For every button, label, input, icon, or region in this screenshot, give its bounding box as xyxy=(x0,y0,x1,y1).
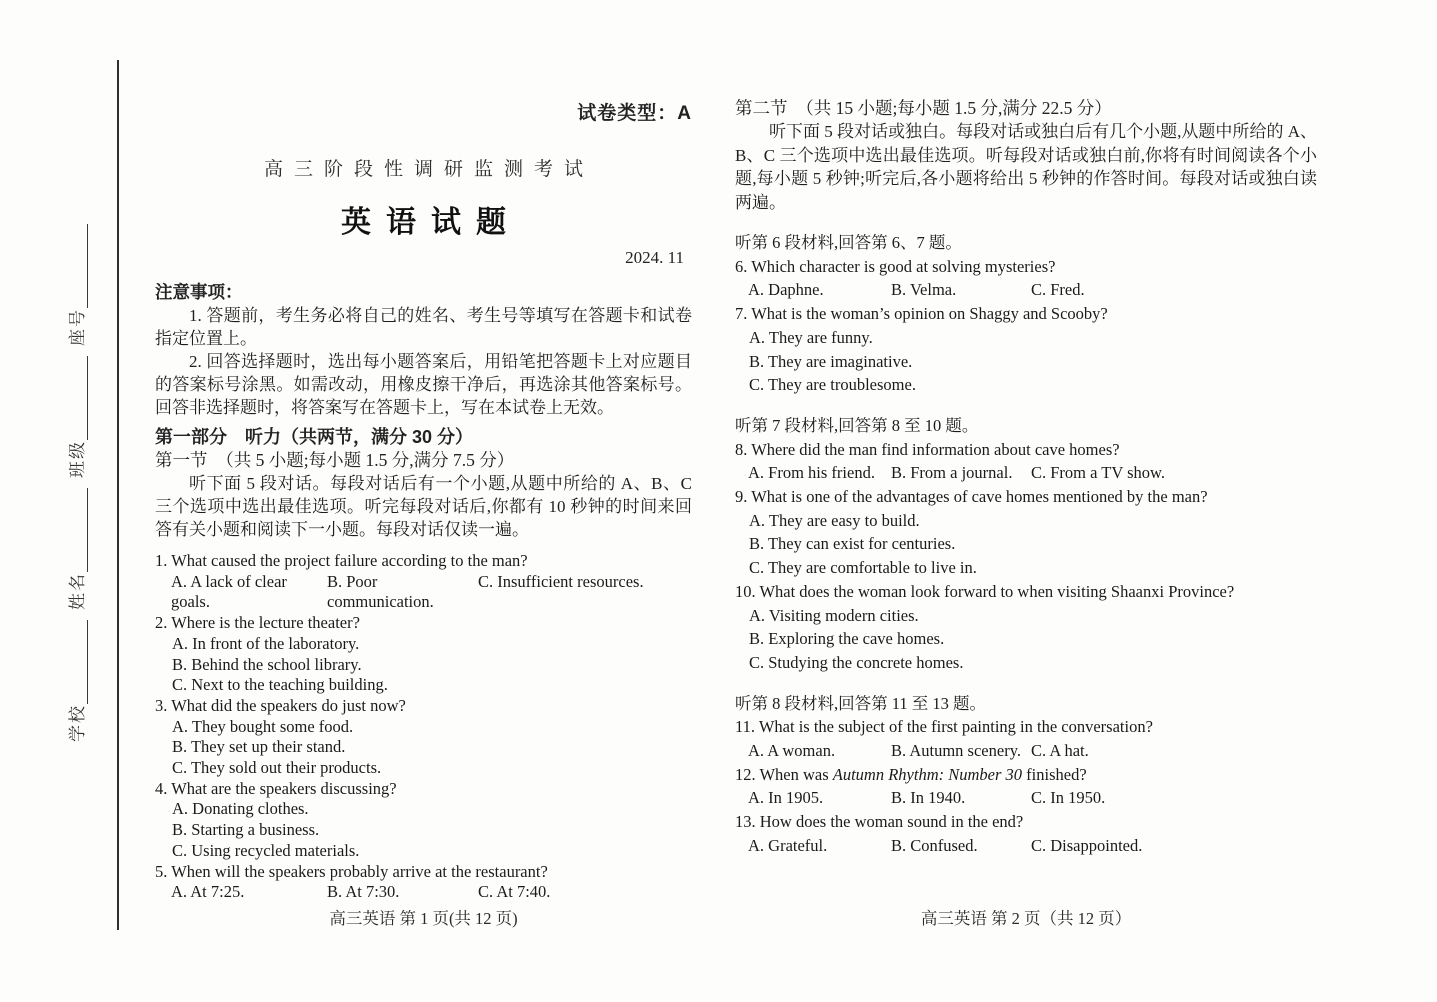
option-a: A. They bought some food. xyxy=(172,716,354,736)
page-2-footer: 高三英语 第 2 页（共 12 页） xyxy=(920,909,1132,928)
option-row xyxy=(748,786,1317,810)
school-label: 学校 xyxy=(68,704,87,742)
option-c: C. They are troublesome. xyxy=(749,375,916,395)
name-field xyxy=(62,488,88,610)
option-c: C. In 1950. xyxy=(1031,788,1106,808)
notice-item-1: 1. 答题前，考生务必将自己的姓名、考生号等填写在答题卡和试卷指定位置上。 xyxy=(155,306,692,348)
option-c: C. Insufficient resources. xyxy=(478,571,644,591)
page-margin-line xyxy=(117,60,119,930)
option-b: B. Behind the school library. xyxy=(172,654,362,674)
question-5 xyxy=(155,862,692,903)
stem-text: 12. When was xyxy=(735,764,833,784)
option-row xyxy=(748,739,1317,763)
option-a: A. In front of the laboratory. xyxy=(172,633,360,653)
question-stem: 4. What are the speakers discussing? xyxy=(155,778,397,798)
class-label: 班级 xyxy=(68,440,87,478)
question-9 xyxy=(735,485,1317,580)
option-a: A. From his friend. xyxy=(748,463,875,483)
question-stem: 3. What did the speakers do just now? xyxy=(155,695,406,715)
exam-title: 高三阶段性调研监测考试 xyxy=(263,159,594,180)
option-row xyxy=(748,461,1317,485)
option-b: B. They are imaginative. xyxy=(749,351,913,371)
question-stem: 6. Which character is good at solving mysteries? xyxy=(735,256,1056,276)
question-2 xyxy=(155,613,692,696)
question-stem: 11. What is the subject of the first painting in the conversation? xyxy=(735,717,1153,737)
seat-label: 座号 xyxy=(68,308,87,346)
option-a: A. Donating clothes. xyxy=(172,799,309,819)
name-label: 姓名 xyxy=(68,572,87,610)
question-11 xyxy=(735,715,1317,762)
question-stem: 10. What does the woman look forward to when visiting Shaanxi Province? xyxy=(735,581,1235,601)
option-a: A. A lack of clear goals. xyxy=(171,571,287,612)
option-a: A. Grateful. xyxy=(748,835,828,855)
question-8 xyxy=(735,438,1317,485)
section1-heading: 第一节 （共 5 小题;每小题 1.5 分,满分 7.5 分） xyxy=(155,450,515,470)
name-blank-line xyxy=(72,488,88,572)
option-row xyxy=(748,278,1317,302)
question-stem: 7. What is the woman’s opinion on Shaggy and Scooby? xyxy=(735,304,1108,324)
subject-title: 英语试题 xyxy=(341,206,521,239)
question-list-1 xyxy=(155,551,692,903)
option-b: B. Autumn scenery. xyxy=(891,741,1021,761)
option-b: B. Starting a business. xyxy=(172,820,320,840)
question-12 xyxy=(735,763,1317,810)
question-10 xyxy=(735,580,1317,675)
option-row xyxy=(748,834,1317,858)
material8-heading: 听第 8 段材料,回答第 11 至 13 题。 xyxy=(735,693,987,713)
question-3 xyxy=(155,696,692,779)
part1-heading: 第一部分 听力（共两节，满分 30 分） xyxy=(155,427,474,447)
question-1 xyxy=(155,551,692,613)
question-6 xyxy=(735,255,1317,302)
section1-instructions: 听下面 5 段对话。每段对话后有一个小题,从题中所给的 A、B、C 三个选项中选出最佳选项。听完每段对话后,你都有 10 秒钟的时间来回答有关小题和阅读下一小题。每段对话仅读一遍。 xyxy=(155,474,692,539)
option-row xyxy=(171,882,692,903)
page-1 xyxy=(155,0,692,1002)
option-b: B. In 1940. xyxy=(891,788,966,808)
question-stem: 2. Where is the lecture theater? xyxy=(155,613,360,633)
page-1-footer: 高三英语 第 1 页(共 12 页) xyxy=(329,909,518,928)
option-b: B. At 7:30. xyxy=(327,882,400,902)
painting-title: Autumn Rhythm: Number 30 xyxy=(832,764,1023,784)
question-13 xyxy=(735,810,1317,857)
question-stem: 5. When will the speakers probably arrive at the restaurant? xyxy=(155,861,548,881)
option-c: C. A hat. xyxy=(1031,741,1089,761)
option-a: A. Daphne. xyxy=(748,280,824,300)
question-list-2 xyxy=(735,231,1317,858)
class-field xyxy=(62,356,88,478)
school-blank-line xyxy=(72,620,88,704)
option-b: B. Confused. xyxy=(891,835,978,855)
option-c: C. Fred. xyxy=(1031,280,1085,300)
question-4 xyxy=(155,779,692,862)
class-blank-line xyxy=(72,356,88,440)
option-b: B. Velma. xyxy=(891,280,957,300)
option-c: C. Using recycled materials. xyxy=(172,840,360,860)
option-c: C. From a TV show. xyxy=(1031,463,1165,483)
option-b: B. From a journal. xyxy=(891,463,1013,483)
option-b: B. Poor communication. xyxy=(327,571,434,612)
material7-heading: 听第 7 段材料,回答第 8 至 10 题。 xyxy=(735,415,979,435)
section2-heading: 第二节 （共 15 小题;每小题 1.5 分,满分 22.5 分） xyxy=(735,98,1112,118)
paper-type-label: 试卷类型：A xyxy=(577,103,692,124)
option-a: A. They are funny. xyxy=(749,327,873,347)
option-c: C. Studying the concrete homes. xyxy=(749,652,964,672)
question-stem: 1. What caused the project failure according to the man? xyxy=(155,551,528,570)
option-row xyxy=(171,572,692,613)
option-c: C. Next to the teaching building. xyxy=(172,675,388,695)
material6-heading: 听第 6 段材料,回答第 6、7 题。 xyxy=(735,233,962,252)
option-b: B. Exploring the cave homes. xyxy=(749,629,945,649)
option-a: A. At 7:25. xyxy=(171,882,245,902)
section2-instructions: 听下面 5 段对话或独白。每段对话或独白后有几个小题,从题中所给的 A、B、C 三个选项中选出最佳选项。听每段对话或独白前,你将有时间阅读各个小题,每小题 5 秒钟;听完后,各小题将给出 5 秒钟的作答时间。每段对话或独白读两遍。 xyxy=(735,122,1317,212)
question-stem: 13. How does the woman sound in the end? xyxy=(735,812,1024,832)
question-stem: 8. Where did the man find information about cave homes? xyxy=(735,439,1120,459)
option-b: B. They can exist for centuries. xyxy=(749,534,956,554)
question-stem: 9. What is one of the advantages of cave homes mentioned by the man? xyxy=(735,487,1208,507)
page-2 xyxy=(735,0,1317,1002)
seat-field xyxy=(62,224,88,346)
option-c: C. They are comfortable to live in. xyxy=(749,558,977,578)
student-info-sidebar xyxy=(62,222,88,744)
school-field xyxy=(62,620,88,742)
option-a: A. They are easy to build. xyxy=(749,510,920,530)
option-c: C. They sold out their products. xyxy=(172,758,382,778)
seat-blank-line xyxy=(72,224,88,308)
option-c: C. At 7:40. xyxy=(478,882,551,902)
option-c: C. Disappointed. xyxy=(1031,835,1143,855)
notice-heading: 注意事项： xyxy=(155,282,243,302)
question-7 xyxy=(735,302,1317,397)
option-a: A. A woman. xyxy=(748,741,836,761)
stem-text: finished? xyxy=(1022,764,1087,784)
option-a: A. In 1905. xyxy=(748,788,824,808)
exam-date: 2024. 11 xyxy=(625,248,684,267)
option-b: B. They set up their stand. xyxy=(172,737,346,757)
notice-item-2: 2. 回答选择题时，选出每小题答案后，用铅笔把答题卡上对应题目的答案标号涂黑。如需改动，用橡皮擦干净后，再选涂其他答案标号。回答非选择题时，将答案写在答题卡上，写在本试卷上无效。 xyxy=(155,352,692,417)
question-stem xyxy=(735,763,1317,787)
option-a: A. Visiting modern cities. xyxy=(749,605,919,625)
